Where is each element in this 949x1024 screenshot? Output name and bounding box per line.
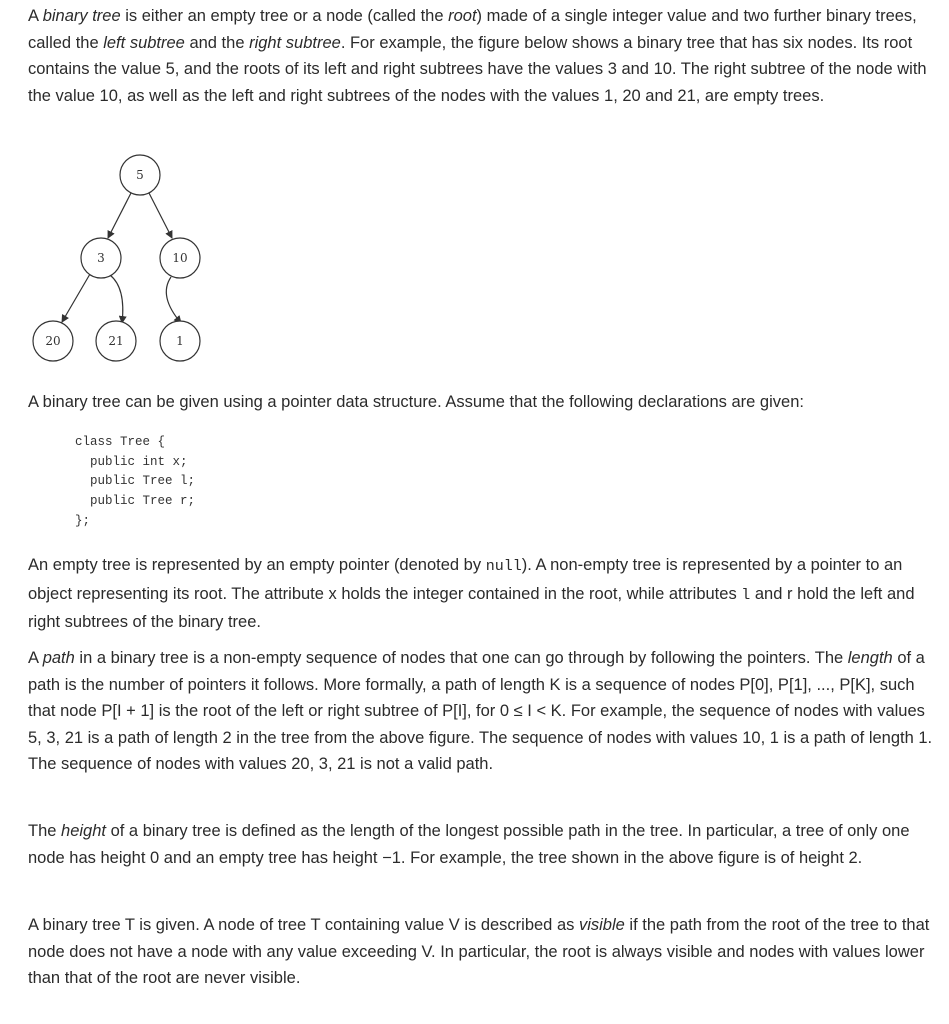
tree-node-3: [81, 238, 121, 278]
binary-tree-figure: [0, 0, 949, 380]
tree-node-label: 3: [97, 251, 105, 265]
tree-node-5: [120, 155, 160, 195]
code-block-tree-class: class Tree { public int x; public Tree l; public Tree r; };: [75, 435, 196, 528]
edge-3-20: [62, 274, 90, 322]
edge-3-21: [110, 275, 123, 323]
edge-10-1: [166, 277, 181, 323]
tree-node-21: [96, 321, 136, 361]
paragraph-path-definition: A path in a binary tree is a non-empty sequence of nodes that one can go through by following the pointers. The length of a path is the number of pointers it follows. More formally, a path of length K is a sequence of nodes P[0], P[1], ..., P[K], such that node P[I + 1] is the root of the left or right subtree of P[I], for 0 ≤ I < K. For example, the sequence of nodes with values 5, 3, 21 is a path of length 2 in the tree from the above figure. The sequence of nodes with values 10, 1 is a path of length 1. The sequence of nodes with values 20, 3, 21 is not a valid path.: [28, 649, 933, 774]
tree-node-10: [160, 238, 200, 278]
edge-5-3: [108, 193, 131, 238]
tree-node-label: 10: [172, 251, 188, 265]
tree-node-label: 1: [176, 334, 184, 348]
paragraph-pointer-structure: A binary tree can be given using a pointer data structure. Assume that the following declarations are given:: [28, 393, 804, 411]
tree-node-label: 5: [136, 168, 144, 182]
tree-node-label: 20: [45, 334, 61, 348]
paragraph-binary-tree-definition: A binary tree is either an empty tree or a node (called the root) made of a single integer value and two further binary trees, called the left subtree and the right subtree. For example, the figure below shows a binary tree that has six nodes. Its root contains the value 5, and the roots of its left and right subtrees have the values 3 and 10. The right subtree of the node with the value 10, as well as the left and right subtrees of the nodes with the values 1, 20 and 21, are empty trees.: [28, 7, 927, 105]
paragraph-height-definition: The height of a binary tree is defined as the length of the longest possible path in the tree. In particular, a tree of only one node has height 0 and an empty tree has height −1. For example, the tree shown in the above figure is of height 2.: [28, 822, 910, 867]
tree-node-20: [33, 321, 73, 361]
tree-node-label: 21: [108, 334, 124, 348]
paragraph-visible-definition: A binary tree T is given. A node of tree T containing value V is described as visible if the path from the root of the tree to that node does not have a node with any value exceeding V. In particular, the root is always visible and nodes with values lower than that of the root are never visible.: [28, 916, 930, 988]
tree-node-1: [160, 321, 200, 361]
edge-5-10: [149, 193, 172, 238]
paragraph-empty-tree: An empty tree is represented by an empty pointer (denoted by null). A non-empty tree is represented by a pointer to an object representing its root. The attribute x holds the integer contained in the root, while attributes l and r hold the left and right subtrees of the binary tree.: [28, 556, 915, 632]
